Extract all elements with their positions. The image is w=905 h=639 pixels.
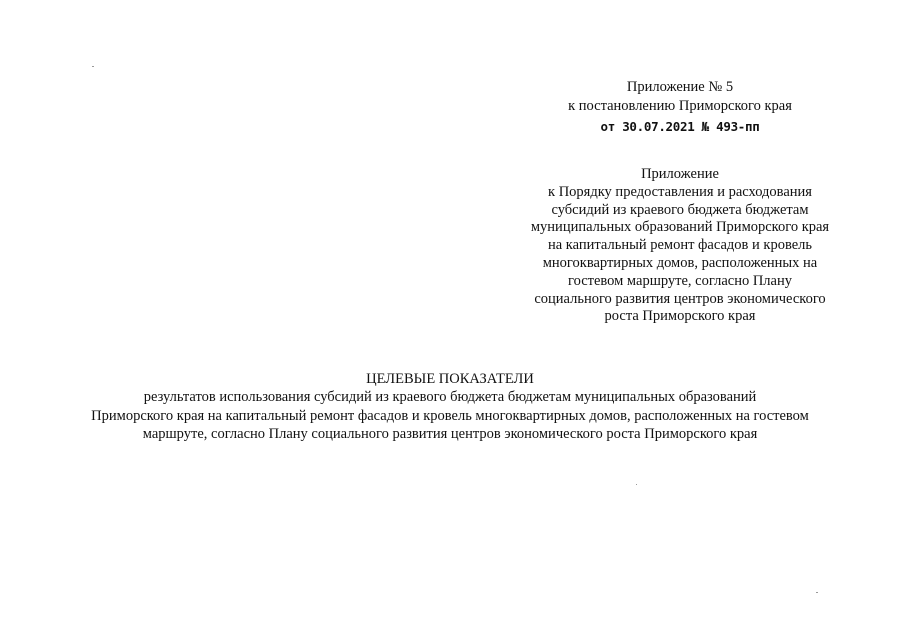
resolution-date-stamp: от 30.07.2021 № 493-пп	[600, 119, 760, 134]
subtitle-line: маршруте, согласно Плану социального развития центров экономического роста Приморского края	[142, 426, 758, 442]
appendix-order-line: субсидий из краевого бюджета бюджетам	[551, 201, 809, 218]
appendix-order-line: роста Приморского края	[604, 308, 756, 325]
document-title: ЦЕЛЕВЫЕ ПОКАЗАТЕЛИ	[366, 371, 534, 387]
appendix-order-block	[510, 166, 850, 326]
appendix-order-line: муниципальных образований Приморского края	[530, 219, 830, 236]
appendix-number: Приложение № 5	[626, 79, 734, 95]
resolution-reference: к постановлению Приморского края	[568, 98, 792, 114]
appendix-header	[540, 78, 820, 136]
scan-speck	[816, 592, 818, 593]
scan-speck	[92, 66, 94, 67]
subtitle-line: Приморского края на капитальный ремонт фасадов и кровель многоквартирных домов, расположенных на гостевом	[91, 407, 809, 424]
appendix-order-line: Приложение	[641, 166, 719, 182]
appendix-order-line: многоквартирных домов, расположенных на	[542, 254, 818, 271]
appendix-order-line: к Порядку предоставления и расходования	[548, 183, 812, 200]
appendix-order-line: гостевом маршруте, согласно Плану	[568, 272, 792, 289]
subtitle-line: результатов использования субсидий из краевого бюджета бюджетам муниципальных образований	[143, 389, 757, 405]
appendix-order-line: на капитальный ремонт фасадов и кровель	[547, 237, 812, 254]
scan-speck	[636, 484, 637, 485]
document-subtitle	[40, 388, 860, 444]
appendix-order-line: социального развития центров экономического	[534, 290, 826, 307]
